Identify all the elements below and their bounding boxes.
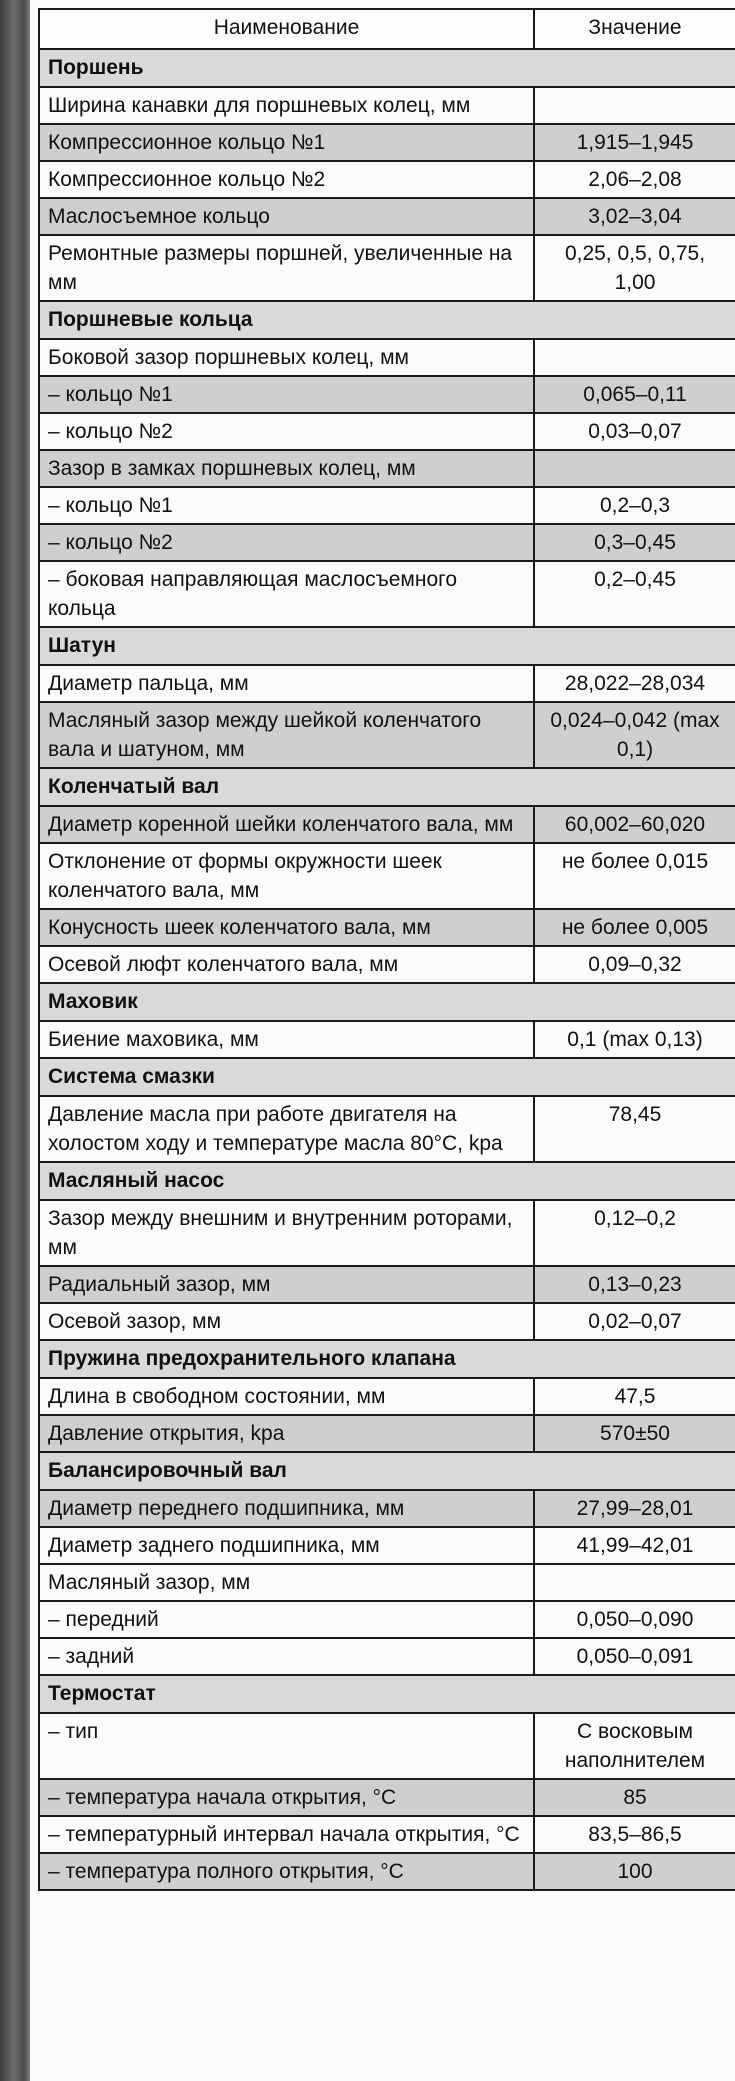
table-row	[39, 87, 735, 124]
header-value: Значение	[534, 9, 735, 49]
param-name: Давление масла при работе двигателя на холостом ходу и температуре масла 80°C, kpa	[39, 1096, 534, 1162]
param-value	[534, 1564, 735, 1601]
param-name: Зазор в замках поршневых колец, мм	[39, 450, 534, 487]
param-value: 47,5	[534, 1378, 735, 1415]
param-value	[534, 450, 735, 487]
param-value: 0,2–0,45	[534, 561, 735, 627]
section-title: Система смазки	[39, 1058, 735, 1096]
param-name: Диаметр заднего подшипника, мм	[39, 1527, 534, 1564]
section-header-row	[39, 301, 735, 339]
param-value	[534, 339, 735, 376]
param-name: Ширина канавки для поршневых колец, мм	[39, 87, 534, 124]
param-name: – кольцо №2	[39, 524, 534, 561]
param-value: 0,2–0,3	[534, 487, 735, 524]
page	[30, 0, 735, 2081]
table-row	[39, 1021, 735, 1058]
param-value	[534, 87, 735, 124]
param-name: Длина в свободном состоянии, мм	[39, 1378, 534, 1415]
param-value: 0,050–0,090	[534, 1601, 735, 1638]
param-name: – задний	[39, 1638, 534, 1675]
param-value: 0,13–0,23	[534, 1266, 735, 1303]
param-name: – температура полного открытия, °С	[39, 1853, 534, 1890]
table-body	[39, 49, 735, 1890]
table-row	[39, 1713, 735, 1779]
table-row	[39, 1638, 735, 1675]
section-title: Термостат	[39, 1675, 735, 1713]
table-row	[39, 1853, 735, 1890]
table-row	[39, 124, 735, 161]
section-header-row	[39, 49, 735, 87]
section-header-row	[39, 1452, 735, 1490]
param-value: 78,45	[534, 1096, 735, 1162]
table-row	[39, 909, 735, 946]
param-name: Маслосъемное кольцо	[39, 198, 534, 235]
param-name: Диаметр переднего подшипника, мм	[39, 1490, 534, 1527]
param-name: – кольцо №2	[39, 413, 534, 450]
section-header-row	[39, 1162, 735, 1200]
param-value: 0,09–0,32	[534, 946, 735, 983]
table-row	[39, 1200, 735, 1266]
param-name: Осевой люфт коленчатого вала, мм	[39, 946, 534, 983]
section-header-row	[39, 1675, 735, 1713]
table-row	[39, 806, 735, 843]
param-value: 3,02–3,04	[534, 198, 735, 235]
table-row	[39, 665, 735, 702]
section-title: Поршень	[39, 49, 735, 87]
table-row	[39, 376, 735, 413]
param-value: 0,02–0,07	[534, 1303, 735, 1340]
param-name: Отклонение от формы окружности шеек коленчатого вала, мм	[39, 843, 534, 909]
table-row	[39, 1415, 735, 1452]
param-name: Масляный зазор между шейкой коленчатого вала и шатуном, мм	[39, 702, 534, 768]
param-name: – боковая направляющая маслосъемного кольца	[39, 561, 534, 627]
table-row	[39, 524, 735, 561]
param-value: не более 0,015	[534, 843, 735, 909]
section-title: Пружина предохранительного клапана	[39, 1340, 735, 1378]
header-name: Наименование	[39, 9, 534, 49]
param-value: 2,06–2,08	[534, 161, 735, 198]
param-name: – передний	[39, 1601, 534, 1638]
param-name: – тип	[39, 1713, 534, 1779]
param-value: 0,12–0,2	[534, 1200, 735, 1266]
table-row	[39, 1527, 735, 1564]
table-row	[39, 198, 735, 235]
param-value: 0,03–0,07	[534, 413, 735, 450]
param-value: 0,050–0,091	[534, 1638, 735, 1675]
param-value: 41,99–42,01	[534, 1527, 735, 1564]
section-title: Маховик	[39, 983, 735, 1021]
param-name: – кольцо №1	[39, 487, 534, 524]
table-row	[39, 561, 735, 627]
param-name: Конусность шеек коленчатого вала, мм	[39, 909, 534, 946]
table-row	[39, 1303, 735, 1340]
param-name: Диаметр пальца, мм	[39, 665, 534, 702]
param-value: 0,065–0,11	[534, 376, 735, 413]
param-value: С восковым наполнителем	[534, 1713, 735, 1779]
param-value: 570±50	[534, 1415, 735, 1452]
param-name: – кольцо №1	[39, 376, 534, 413]
table-row	[39, 1266, 735, 1303]
param-name: Зазор между внешним и внутренним роторами, мм	[39, 1200, 534, 1266]
table-row	[39, 1378, 735, 1415]
table-row	[39, 946, 735, 983]
table-row	[39, 1601, 735, 1638]
table-row	[39, 339, 735, 376]
param-name: – температура начала открытия, °С	[39, 1779, 534, 1816]
param-name: Осевой зазор, мм	[39, 1303, 534, 1340]
param-name: Биение маховика, мм	[39, 1021, 534, 1058]
param-value: 60,002–60,020	[534, 806, 735, 843]
section-header-row	[39, 1340, 735, 1378]
book-spine-shadow	[0, 0, 34, 2081]
param-value: 0,3–0,45	[534, 524, 735, 561]
param-name: Радиальный зазор, мм	[39, 1266, 534, 1303]
param-name: Масляный зазор, мм	[39, 1564, 534, 1601]
section-title: Балансировочный вал	[39, 1452, 735, 1490]
section-title: Поршневые кольца	[39, 301, 735, 339]
section-header-row	[39, 768, 735, 806]
section-header-row	[39, 983, 735, 1021]
table-row	[39, 161, 735, 198]
spec-table	[38, 8, 735, 1891]
section-title: Шатун	[39, 627, 735, 665]
param-name: – температурный интервал начала открытия, °С	[39, 1816, 534, 1853]
table-row	[39, 235, 735, 301]
table-row	[39, 1779, 735, 1816]
table-row	[39, 1490, 735, 1527]
table-row	[39, 450, 735, 487]
param-name: Давление открытия, kpa	[39, 1415, 534, 1452]
param-value: 27,99–28,01	[534, 1490, 735, 1527]
param-value: не более 0,005	[534, 909, 735, 946]
table-row	[39, 413, 735, 450]
param-value: 100	[534, 1853, 735, 1890]
param-name: Боковой зазор поршневых колец, мм	[39, 339, 534, 376]
section-header-row	[39, 1058, 735, 1096]
table-row	[39, 487, 735, 524]
table-row	[39, 843, 735, 909]
param-value: 1,915–1,945	[534, 124, 735, 161]
table-row	[39, 1564, 735, 1601]
table-row	[39, 702, 735, 768]
param-value: 0,1 (max 0,13)	[534, 1021, 735, 1058]
param-value: 28,022–28,034	[534, 665, 735, 702]
section-header-row	[39, 627, 735, 665]
section-title: Масляный насос	[39, 1162, 735, 1200]
table-row	[39, 1816, 735, 1853]
param-value: 83,5–86,5	[534, 1816, 735, 1853]
param-value: 85	[534, 1779, 735, 1816]
param-name: Диаметр коренной шейки коленчатого вала, мм	[39, 806, 534, 843]
param-name: Ремонтные размеры поршней, увеличенные на мм	[39, 235, 534, 301]
param-name: Компрессионное кольцо №2	[39, 161, 534, 198]
section-title: Коленчатый вал	[39, 768, 735, 806]
table-row	[39, 1096, 735, 1162]
table-header-row	[39, 9, 735, 49]
param-value: 0,25, 0,5, 0,75, 1,00	[534, 235, 735, 301]
param-value: 0,024–0,042 (max 0,1)	[534, 702, 735, 768]
param-name: Компрессионное кольцо №1	[39, 124, 534, 161]
